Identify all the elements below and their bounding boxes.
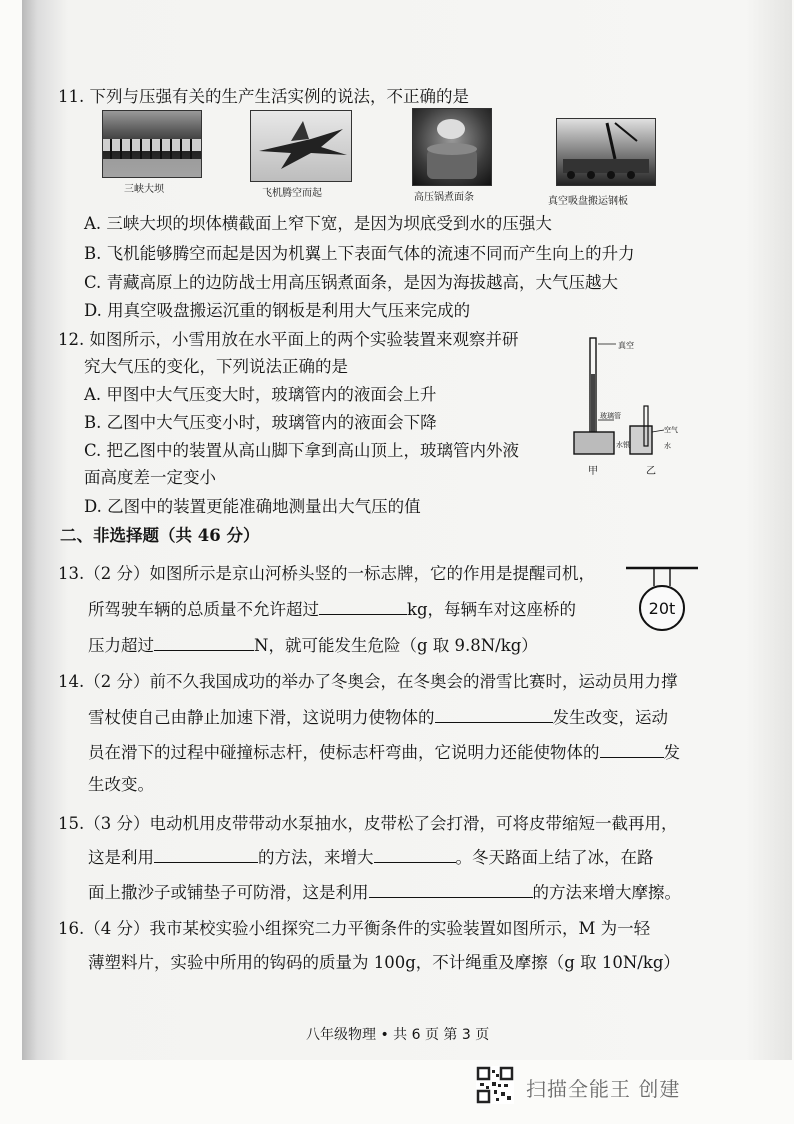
q12-stem-line2: 究大气压的变化，下列说法正确的是 <box>84 357 348 376</box>
q14-text-d: 发 <box>663 743 680 762</box>
q15-text-b: 的方法，来增大 <box>258 848 374 867</box>
pressure-cooker-photo <box>412 108 492 186</box>
q15-text-a: 这是利用 <box>88 848 154 867</box>
q11-option-b: B. 飞机能够腾空而起是因为机翼上下表面气体的流速不同而产生向上的升力 <box>84 244 635 263</box>
q12-option-c-cont: 面高度差一定变小 <box>84 468 216 487</box>
q15-text-c: 。冬天路面上结了冰，在路 <box>455 848 654 867</box>
label-air: 空气 <box>664 426 678 434</box>
section-heading: 二、非选择题（共 46 分） <box>60 526 260 545</box>
jia-trough <box>574 432 614 454</box>
caption-dam: 三峡大坝 <box>124 184 164 195</box>
caption-vacuum: 真空吸盘搬运钢板 <box>548 196 628 207</box>
q15-line1: 15.（3 分）电动机用皮带带动水泵抽水，皮带松了会打滑，可将皮带缩短一截再用， <box>58 814 678 833</box>
q13-blank-force[interactable] <box>154 634 254 651</box>
q15-text-d: 面上撒沙子或铺垫子可防滑，这是利用 <box>88 883 369 902</box>
three-gorges-dam-photo <box>102 110 202 178</box>
label-mercury: 水银 <box>616 441 630 449</box>
q15-blank-friction[interactable] <box>369 881 533 898</box>
q12-option-a: A. 甲图中大气压变大时，玻璃管内的液面会上升 <box>84 385 437 404</box>
dam-image <box>103 111 201 177</box>
q13-text-b: kg，每辆车对这座桥的 <box>407 600 577 619</box>
vacuum-suction-photo <box>556 118 656 186</box>
q15-line2 <box>88 846 654 869</box>
q12-stem-line1: 12. 如图所示，小雪用放在水平面上的两个实验装置来观察并研 <box>58 330 519 349</box>
label-glass-tube: 玻璃管 <box>600 412 621 420</box>
q14-text-b: 发生改变，运动 <box>552 708 668 727</box>
q14-blank-motion[interactable] <box>435 706 553 723</box>
q14-line3 <box>88 741 680 764</box>
q13-text-c: 压力超过 <box>88 636 154 655</box>
q11-option-a: A. 三峡大坝的坝体横截面上窄下宽，是因为坝底受到水的压强大 <box>84 214 552 233</box>
q11-option-d: D. 用真空吸盘搬运沉重的钢板是利用大气压来完成的 <box>84 301 471 320</box>
q13-line3 <box>88 634 538 657</box>
crane-image <box>557 119 655 185</box>
q14-line2 <box>88 706 668 729</box>
q12-option-c: C. 把乙图中的装置从高山脚下拿到高山顶上，玻璃管内外液 <box>84 441 520 460</box>
q12-option-d: D. 乙图中的装置更能准确地测量出大气压的值 <box>84 497 421 516</box>
q14-line1: 14.（2 分）前不久我国成功的举办了冬奥会，在冬奥会的滑雪比赛时，运动员用力撑 <box>58 672 678 691</box>
q11-stem: 11. 下列与压强有关的生产生活实例的说法，不正确的是 <box>58 87 469 106</box>
caption-cooker: 高压锅煮面条 <box>414 192 474 203</box>
yi-bottle <box>630 426 652 454</box>
q16-line1: 16.（4 分）我市某校实验小组探究二力平衡条件的实验装置如图所示，M 为一轻 <box>58 919 651 938</box>
q14-text-a: 雪杖使自己由静止加速下滑，这说明力使物体的 <box>88 708 435 727</box>
barometer-figure <box>568 334 688 484</box>
qr-code-icon <box>476 1066 514 1104</box>
q13-blank-mass[interactable] <box>319 598 407 615</box>
q15-text-e: 的方法来增大摩擦。 <box>532 883 681 902</box>
q13-line2 <box>88 598 576 621</box>
q11-option-c: C. 青藏高原上的边防战士用高压锅煮面条，是因为海拔越高，大气压越大 <box>84 273 619 292</box>
q13-text-d: N，就可能发生危险（g 取 9.8N/kg） <box>254 636 538 655</box>
caption-jet: 飞机腾空而起 <box>262 188 322 199</box>
q13-line1: 13.（2 分）如图所示是京山河桥头竖的一标志牌，它的作用是提醒司机， <box>58 564 595 583</box>
q13-text-a: 所驾驶车辆的总质量不允许超过 <box>88 600 319 619</box>
jet-photo <box>250 110 352 182</box>
q15-blank-quantity[interactable] <box>374 846 456 863</box>
q15-line3 <box>88 881 681 904</box>
cooker-image <box>413 109 491 185</box>
scanner-watermark: 扫描全能王 创建 <box>526 1077 681 1101</box>
q14-blank-shape[interactable] <box>600 741 664 758</box>
label-vacuum: 真空 <box>618 341 634 350</box>
label-water: 水 <box>664 442 671 450</box>
q16-line2: 薄塑料片，实验中所用的钩码的质量为 100g，不计绳重及摩擦（g 取 10N/kg） <box>88 953 680 972</box>
q14-line4: 生改变。 <box>88 775 154 794</box>
label-yi: 乙 <box>646 466 656 477</box>
q15-blank-method[interactable] <box>154 846 258 863</box>
jet-image <box>251 111 351 181</box>
page-footer: 八年级物理 • 共 6 页 第 3 页 <box>306 1027 490 1043</box>
q14-text-c: 员在滑下的过程中碰撞标志杆，使标志杆弯曲，它说明力还能使物体的 <box>88 743 600 762</box>
q12-option-b: B. 乙图中大气压变小时，玻璃管内的液面会下降 <box>84 413 437 432</box>
jia-mercury-column <box>591 374 595 438</box>
sign-label: 20t <box>648 599 676 618</box>
weight-limit-sign <box>624 560 700 640</box>
label-jia: 甲 <box>588 466 598 477</box>
